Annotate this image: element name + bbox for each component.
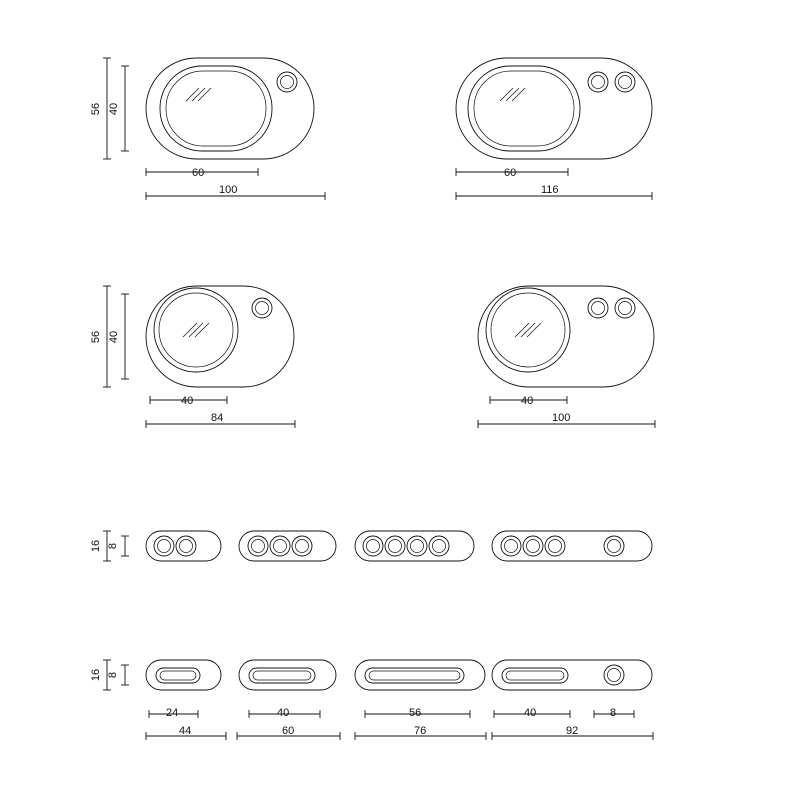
dim-label-r4-h16: 16: [90, 668, 103, 682]
dim-label-r2-w40-left: 40: [181, 395, 194, 407]
dim-label-r3-h8: 8: [107, 542, 120, 550]
dim-label-r4-w8: 8: [610, 707, 617, 719]
dim-label-r1-w60-left: 60: [192, 167, 205, 179]
part-row3-c: [355, 531, 474, 561]
dim-label-r2-h56: 56: [90, 330, 103, 344]
dim-label-r4-w44: 44: [179, 725, 192, 737]
dim-label-r1-h40: 40: [108, 102, 121, 116]
part-row1-left: [146, 58, 314, 159]
dim-label-r4-h8: 8: [107, 671, 120, 679]
dim-label-r4-w40: 40: [277, 707, 290, 719]
dim-label-r1-w100: 100: [219, 184, 238, 196]
dim-label-r4-w40b: 40: [524, 707, 537, 719]
part-row2-right: [478, 286, 654, 387]
dim-label-r1-h56: 56: [90, 102, 103, 116]
part-row3-a: [146, 531, 221, 561]
part-row2-left: [146, 286, 294, 387]
part-row3-b: [239, 531, 336, 561]
dim-label-r4-w60: 60: [282, 725, 295, 737]
dim-label-r4-w56: 56: [409, 707, 422, 719]
part-row3-d: [492, 531, 652, 561]
part-row1-right: [456, 58, 652, 159]
dim-label-r4-w76: 76: [414, 725, 427, 737]
dim-label-r1-w60-right: 60: [504, 167, 517, 179]
part-row4-b: [239, 660, 336, 690]
dim-label-r4-w92: 92: [566, 725, 579, 737]
dim-label-r2-w40-right: 40: [521, 395, 534, 407]
dim-label-r3-h16: 16: [90, 539, 103, 553]
part-row4-d: [492, 660, 652, 690]
dim-label-r2-w100: 100: [552, 412, 571, 424]
dim-label-r1-w116: 116: [541, 184, 559, 196]
part-row4-a: [146, 660, 221, 690]
dim-label-r2-h40: 40: [108, 330, 121, 344]
dim-label-r4-w24: 24: [166, 707, 179, 719]
part-row4-c: [355, 660, 485, 690]
dim-label-r2-w84: 84: [211, 412, 224, 424]
